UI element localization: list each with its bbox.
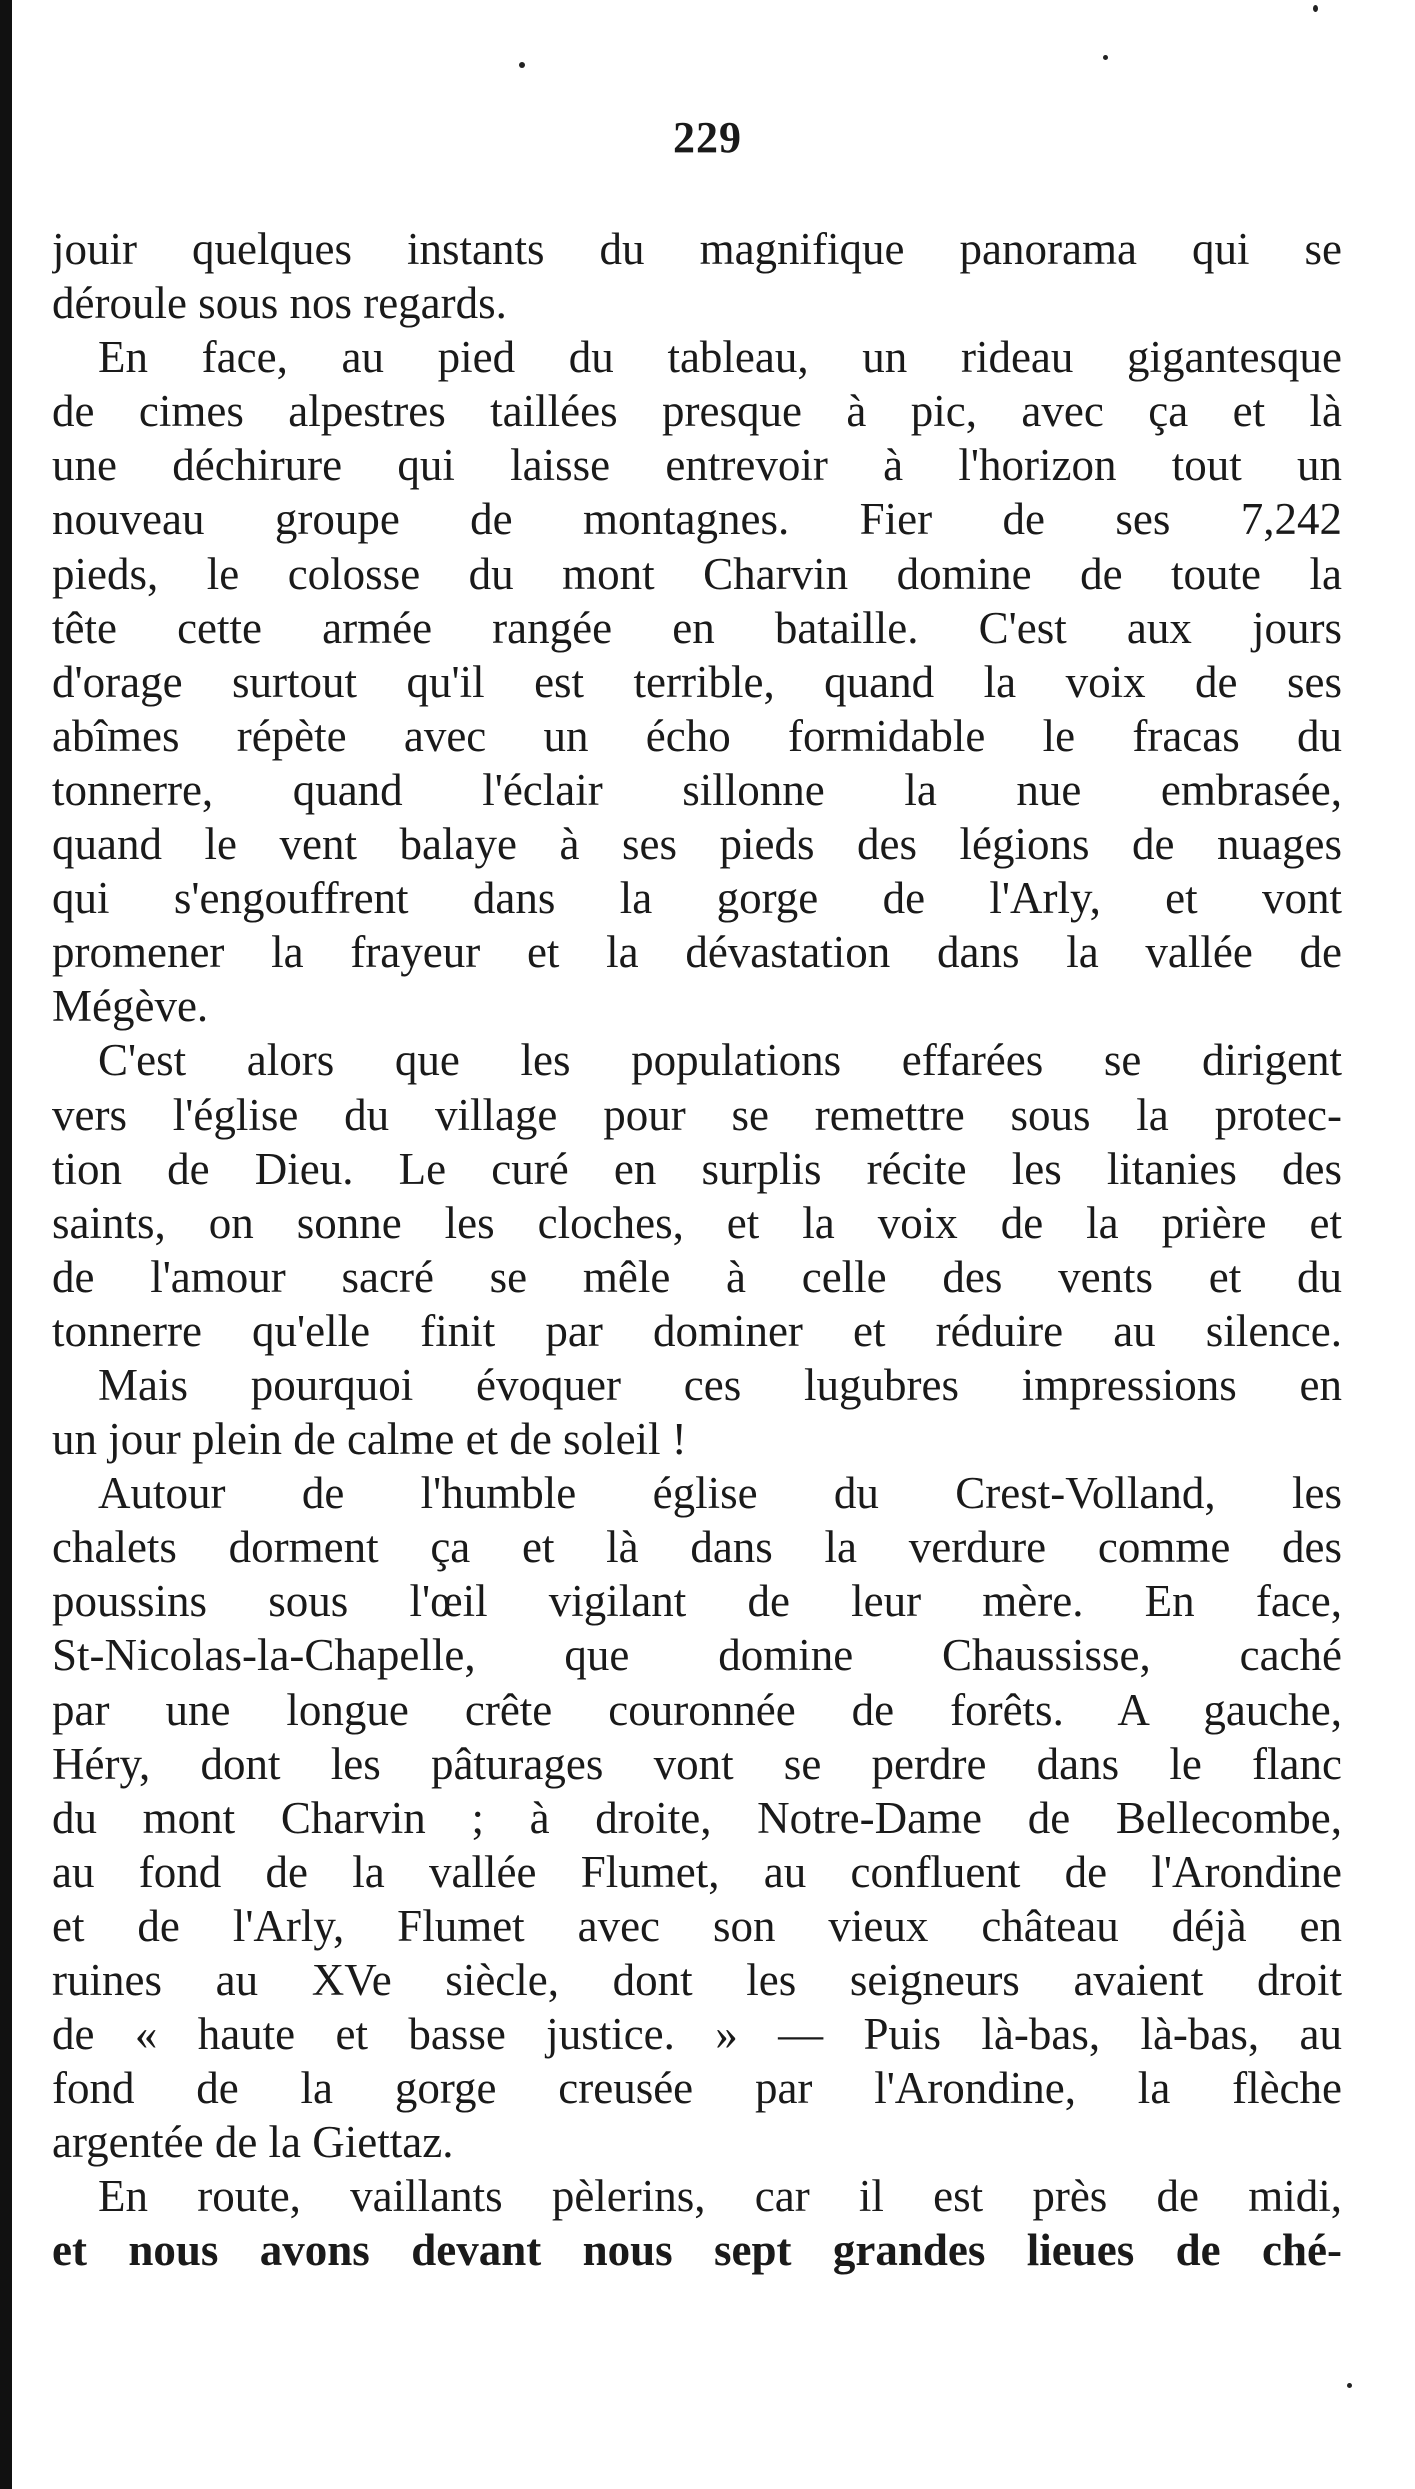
text-line: un jour plein de calme et de soleil ! (52, 1414, 687, 1465)
text-line: fond de la gorge creusée par l'Arondine, la flèche (52, 2063, 1342, 2114)
print-speck (519, 62, 525, 68)
text-line: au fond de la vallée Flumet, au confluent de l'Arondine (52, 1846, 1342, 1897)
text-line: tête cette armée rangée en bataille. C'est aux jours (52, 602, 1342, 653)
text-line: tonnerre qu'elle finit par dominer et réduire au silence. (52, 1305, 1342, 1356)
print-speck (1313, 5, 1318, 12)
text-line: chalets dorment ça et là dans la verdure comme des (52, 1522, 1342, 1573)
body-text (52, 222, 1342, 2278)
text-line: nouveau groupe de montagnes. Fier de ses 7,242 (52, 494, 1342, 545)
text-line: abîmes répète avec un écho formidable le fracas du (52, 710, 1342, 761)
text-line: du mont Charvin ; à droite, Notre-Dame de Bellecombe, (52, 1792, 1342, 1843)
text-line: de cimes alpestres taillées presque à pic, avec ça et là (52, 386, 1342, 437)
text-line: de l'amour sacré se mêle à celle des vents et du (52, 1251, 1342, 1302)
text-line: tonnerre, quand l'éclair sillonne la nue embrasée, (52, 764, 1342, 815)
text-line: déroule sous nos regards. (52, 278, 507, 329)
text-line: St-Nicolas-la-Chapelle, que domine Chaussisse, caché (52, 1630, 1342, 1681)
text-line: En face, au pied du tableau, un rideau gigantesque (98, 332, 1342, 383)
text-line: quand le vent balaye à ses pieds des légions de nuages (52, 819, 1342, 870)
text-line: Mais pourquoi évoquer ces lugubres impressions en (98, 1359, 1342, 1410)
text-line: En route, vaillants pèlerins, car il est près de midi, (98, 2171, 1342, 2222)
text-line: vers l'église du village pour se remettre sous la protec- (52, 1089, 1342, 1140)
text-line: une déchirure qui laisse entrevoir à l'horizon tout un (52, 440, 1342, 491)
text-line: et nous avons devant nous sept grandes lieues de ché- (52, 2225, 1342, 2276)
text-line: pieds, le colosse du mont Charvin domine de toute la (52, 548, 1342, 599)
text-line: Mégève. (52, 981, 209, 1032)
print-speck (1103, 55, 1108, 60)
text-line: tion de Dieu. Le curé en surplis récite les litanies des (52, 1143, 1342, 1194)
text-line: ruines au XVe siècle, dont les seigneurs avaient droit (52, 1955, 1342, 2005)
text-line: Héry, dont les pâturages vont se perdre dans le flanc (52, 1738, 1342, 1789)
text-line: par une longue crête couronnée de forêts. A gauche, (52, 1684, 1342, 1735)
text-line: saints, on sonne les cloches, et la voix de la prière et (52, 1197, 1342, 1248)
text-line: C'est alors que les populations effarées se dirigent (98, 1035, 1342, 1086)
text-line: poussins sous l'œil vigilant de leur mère. En face, (52, 1576, 1342, 1627)
page-edge-shadow (0, 0, 12, 2489)
text-line: d'orage surtout qu'il est terrible, quand la voix de ses (52, 656, 1342, 707)
text-line: argentée de la Giettaz. (52, 2117, 454, 2168)
print-speck (1347, 2383, 1352, 2388)
page-number: 229 (673, 113, 742, 162)
text-line: de « haute et basse justice. » — Puis là-bas, là-bas, au (52, 2009, 1342, 2060)
text-line: qui s'engouffrent dans la gorge de l'Arly, et vont (52, 873, 1342, 924)
text-line: Autour de l'humble église du Crest-Volland, les (98, 1468, 1342, 1519)
text-line: promener la frayeur et la dévastation dans la vallée de (52, 927, 1342, 978)
text-line: et de l'Arly, Flumet avec son vieux château déjà en (52, 1900, 1342, 1951)
text-line: jouir quelques instants du magnifique panorama qui se (52, 224, 1342, 274)
